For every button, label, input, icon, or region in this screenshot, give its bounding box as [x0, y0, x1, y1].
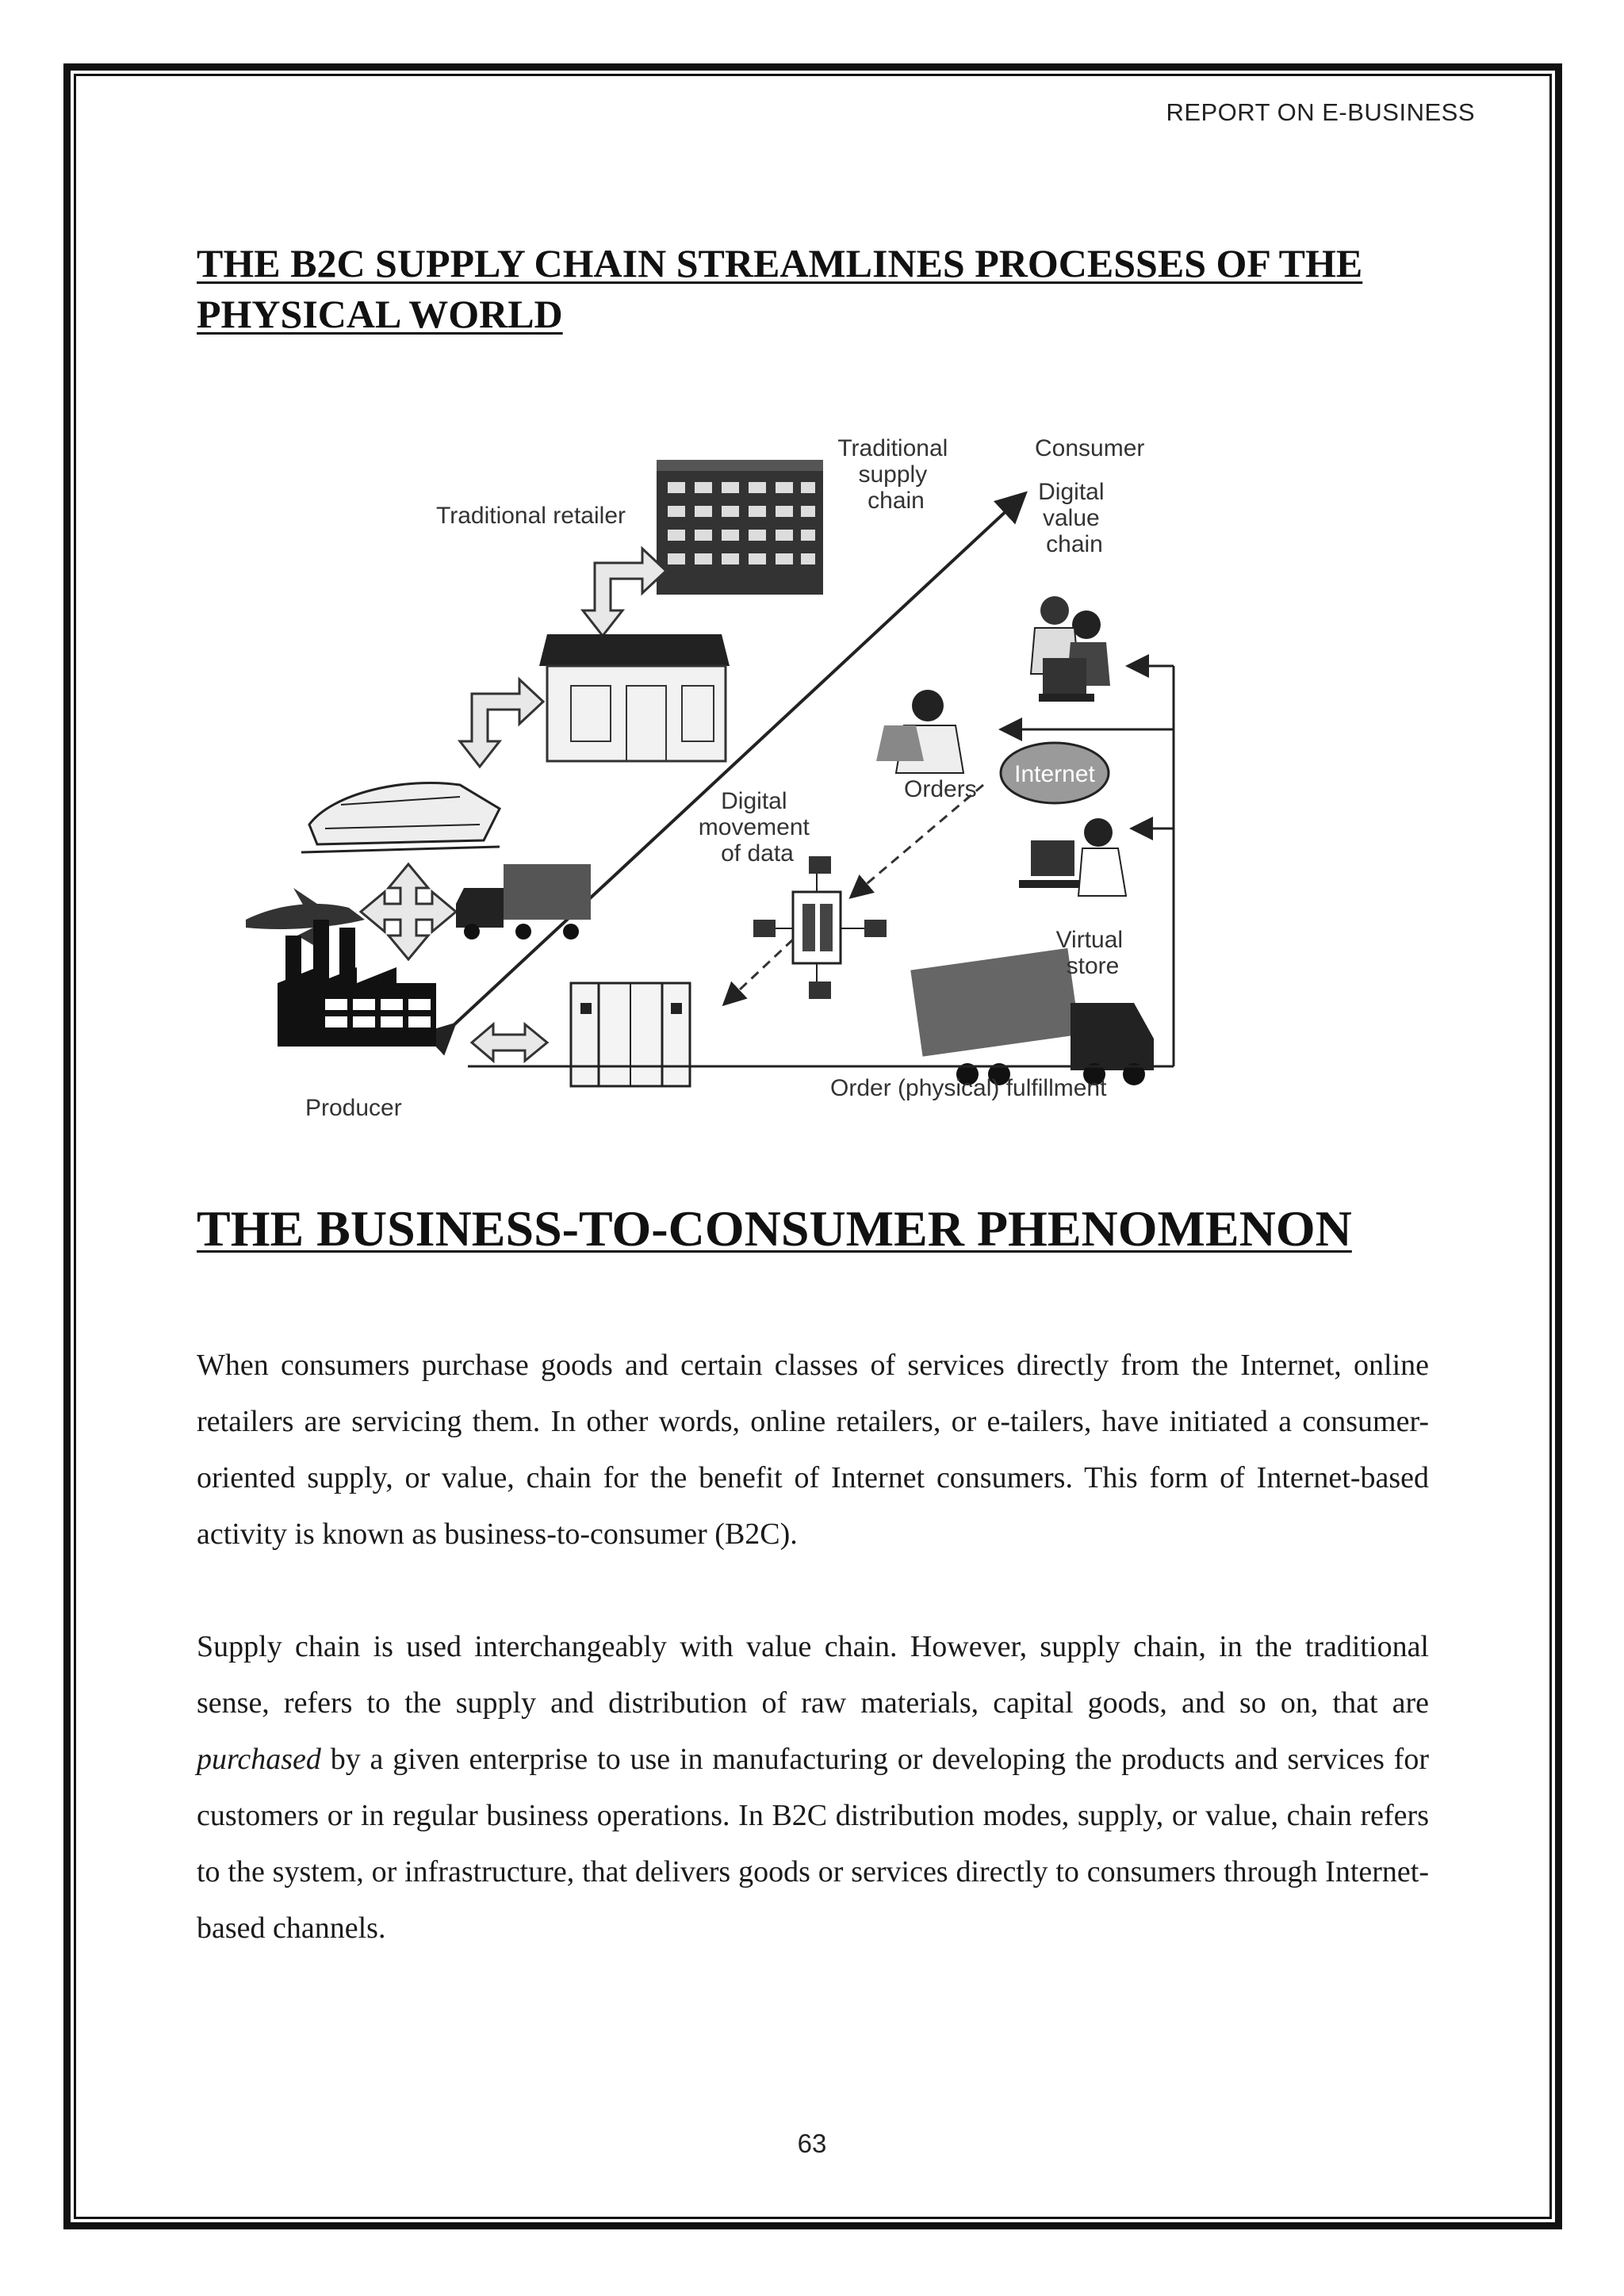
section-title-b2c-phenomenon: THE BUSINESS-TO-CONSUMER PHENOMENON	[197, 1200, 1352, 1257]
body-paragraph: When consumers purchase goods and certain classes of services directly from the Internet, online retailers are servicing them. In other words, online retailers, or e-tailers, have initiated a consumer-oriented supply, or value, chain for the benefit of Internet consumers. This form of Internet-based activity is known as business-to-consumer (B2C).	[197, 1349, 1429, 1551]
order-operator-icon	[876, 690, 963, 773]
body-paragraph: Supply chain is used interchangeably with value chain. However, supply chain, in the traditional sense, refers to the supply and distribution of raw materials, capital goods, and so on, that are purchased by a given enterprise to use in manufacturing or developing the products and services for customers or in regular business operations. In B2C distribution modes, supply, or value, chain refers to the system, or infrastructure, that delivers goods or services directly to consumers through Internet-based channels.	[197, 1630, 1429, 1945]
label-digital-value-chain: Digital value chain	[1038, 479, 1105, 557]
dashed-data-arrow	[726, 939, 793, 1003]
b2c-supply-chain-diagram	[198, 412, 1229, 1126]
network-computers-icon	[753, 856, 887, 999]
label-traditional-supply-chain: Traditional supply chain	[837, 435, 948, 514]
section-title-b2c-supply-chain: THE B2C SUPPLY CHAIN STREAMLINES PROCESSES OF THE PHYSICAL WORLD	[197, 241, 1363, 336]
label-consumer: Consumer	[1035, 435, 1145, 461]
label-order-fulfillment: Order (physical) fulfillment	[830, 1075, 1107, 1101]
train-icon	[301, 783, 500, 852]
four-way-arrow-icon	[361, 864, 456, 959]
turn-arrow-icon	[583, 549, 666, 636]
running-header: REPORT ON E-BUSINESS	[1166, 98, 1475, 126]
label-orders: Orders	[904, 776, 977, 802]
truck-icon	[456, 864, 591, 939]
double-arrow-icon	[472, 1024, 547, 1061]
label-producer: Producer	[305, 1095, 402, 1121]
label-internet: Internet	[1014, 761, 1095, 787]
label-traditional-retailer: Traditional retailer	[436, 503, 626, 529]
consumers-at-computer-icon	[1031, 596, 1110, 702]
emphasis-text: purchased	[197, 1743, 321, 1776]
virtual-store-operator-icon	[1019, 818, 1126, 896]
retail-building-icon	[657, 460, 823, 595]
warehouse-icon	[571, 983, 690, 1086]
label-virtual-store: Virtual store	[1055, 927, 1124, 979]
turn-arrow-icon	[460, 679, 543, 767]
page-number: 63	[797, 2129, 827, 2158]
label-digital-movement: Digital movement of data	[698, 788, 810, 867]
store-icon	[539, 634, 730, 761]
